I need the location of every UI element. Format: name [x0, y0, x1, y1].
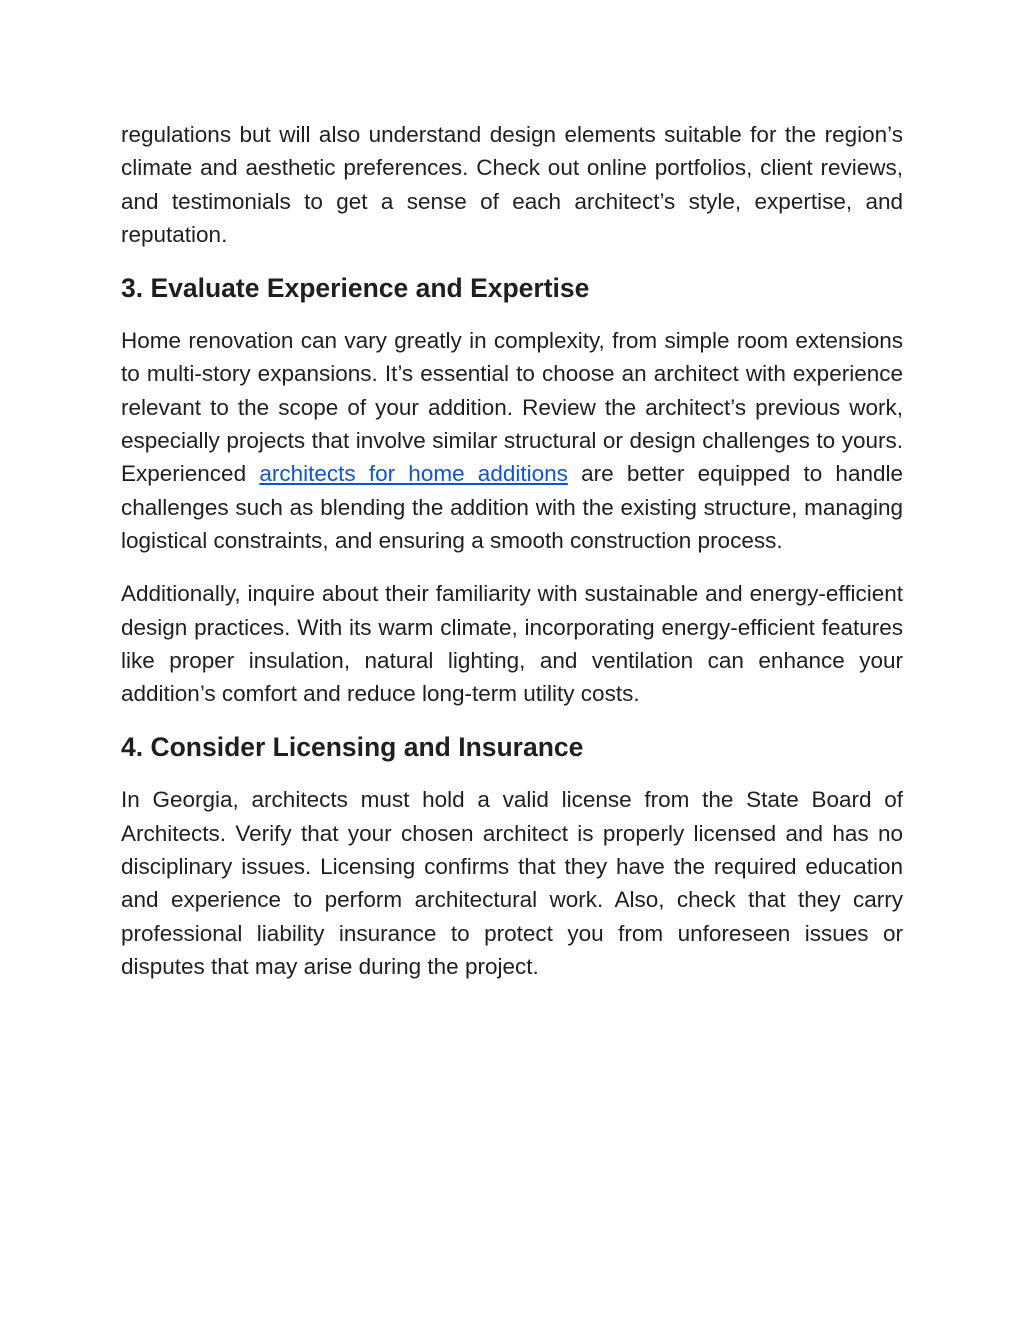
section-4-paragraph-1: In Georgia, architects must hold a valid license from the State Board of Architects. Verify that your chosen architect is properly licensed and has no disciplinary issues. Licensing confirms that they have the required education and experience to perform architectural work. Also, check that they carry professional liability insurance to protect you from unforeseen issues or disputes that may arise during the project. [121, 787, 903, 979]
architects-for-home-additions-link[interactable]: architects for home additions [259, 461, 568, 487]
section-4-heading: 4. Consider Licensing and Insurance [121, 732, 584, 763]
paragraph-text-before-link: Home renovation can vary greatly in complexity, from simple room extensions to multi-story expansions. It’s essential to choose an architect with experience relevant to the scope of your addition. Review the architect’s previous work, especially projects that involve similar structural or design challenges to yours. Experienced [121, 328, 903, 487]
intro-paragraph: regulations but will also understand design elements suitable for the region’s climate and aesthetic preferences. Check out online portfolios, client reviews, and testimonials to get a sense of each architect’s style, expertise, and reputation. [121, 122, 903, 247]
document-page [121, 118, 903, 983]
section-3-paragraph-1 [121, 324, 903, 557]
section-3-heading: 3. Evaluate Experience and Expertise [121, 273, 590, 304]
section-3-paragraph-2: Additionally, inquire about their familiarity with sustainable and energy-efficient design practices. With its warm climate, incorporating energy-efficient features like proper insulation, natural lighting, and ventilation can enhance your addition’s comfort and reduce long-term utility costs. [121, 581, 903, 707]
paragraph-text-after-link: are better equipped to handle challenges such as blending the addition with the existing structure, managing logistical constraints, and ensuring a smooth construction process. [121, 461, 903, 553]
